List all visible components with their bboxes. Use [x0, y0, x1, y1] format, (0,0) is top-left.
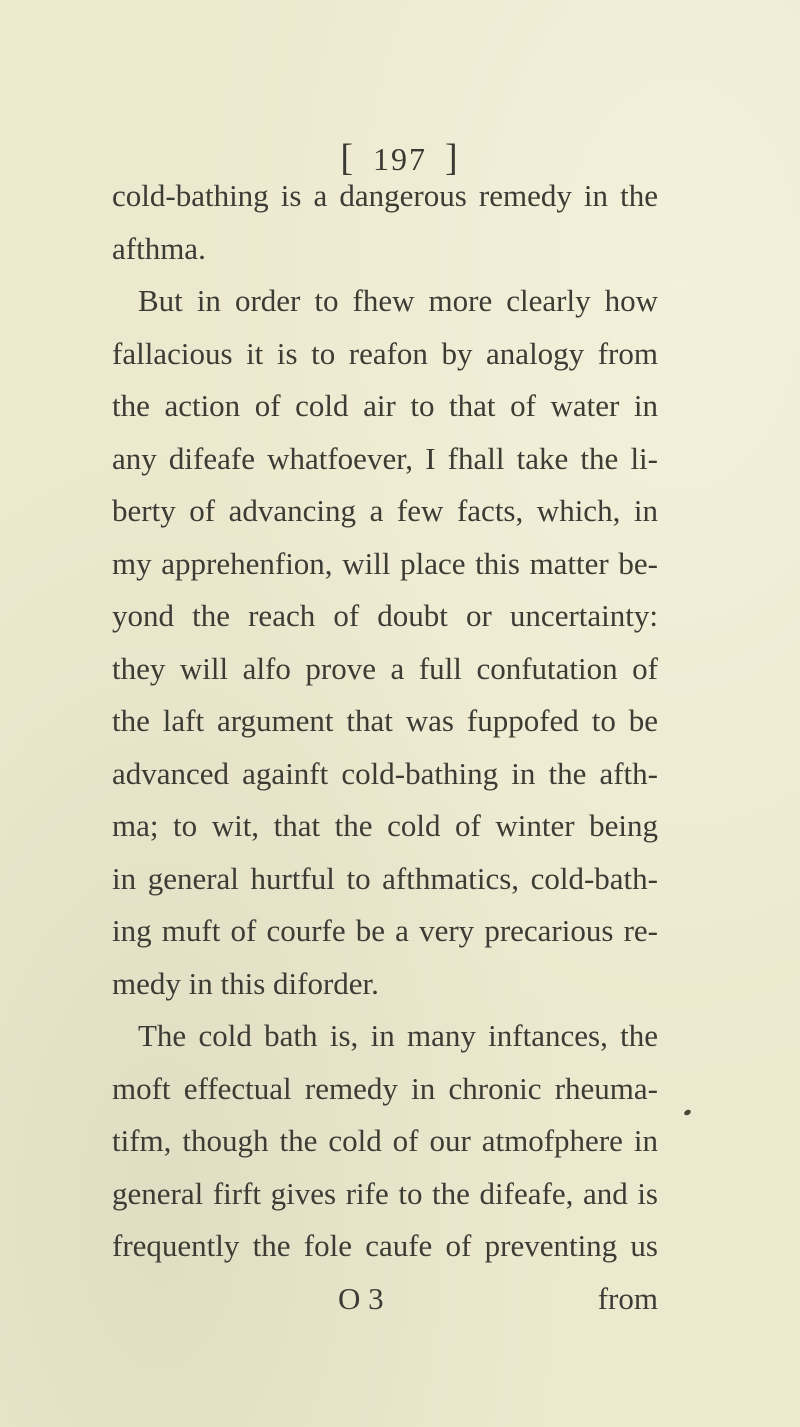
text-line: moft effectual remedy in chronic rheuma-: [112, 1070, 658, 1106]
text-line: yond the reach of doubt or uncertainty:: [112, 598, 658, 633]
text-line: The cold bath is, in many inftances, the: [138, 1018, 658, 1053]
body-text: [112, 170, 658, 1325]
text-line: afthma.: [112, 230, 206, 266]
header-bracket-open: [: [340, 137, 355, 179]
text-line: any difeafe whatfoever, I fhall take the li-: [112, 440, 658, 476]
text-line: ma; to wit, that the cold of winter being: [112, 808, 658, 843]
text-line: fallacious it is to reafon by analogy from: [112, 335, 658, 371]
text-line: tifm, though the cold of our atmofphere in: [112, 1123, 658, 1158]
text-line: frequently the fole caufe of preventing us: [112, 1228, 658, 1263]
text-line: my apprehenfion, will place this matter be-: [112, 545, 658, 581]
page-footer: [112, 1273, 658, 1326]
text-line: they will alfo prove a full confutation of: [112, 650, 658, 686]
text-line: medy in this diforder.: [112, 965, 379, 1001]
text-line: berty of advancing a few facts, which, in: [112, 493, 658, 528]
text-line: the laft argument that was fuppofed to be: [112, 703, 658, 738]
signature-mark: O 3: [338, 1280, 384, 1316]
header-bracket-close: ]: [445, 137, 460, 179]
catchword: from: [597, 1280, 658, 1316]
text-line: But in order to fhew more clearly how: [138, 283, 658, 318]
page-number: 197: [373, 141, 427, 177]
ink-speck: [683, 1109, 692, 1117]
text-line: cold-bathing is a dangerous remedy in the: [112, 178, 658, 213]
text-line: advanced againft cold-bathing in the afth-: [112, 755, 658, 791]
text-line: general firft gives rife to the difeafe, and is: [112, 1175, 658, 1211]
text-line: the action of cold air to that of water in: [112, 388, 658, 423]
text-line: ing muft of courfe be a very precarious re-: [112, 913, 658, 948]
text-line: in general hurtful to afthmatics, cold-bath-: [112, 860, 658, 896]
